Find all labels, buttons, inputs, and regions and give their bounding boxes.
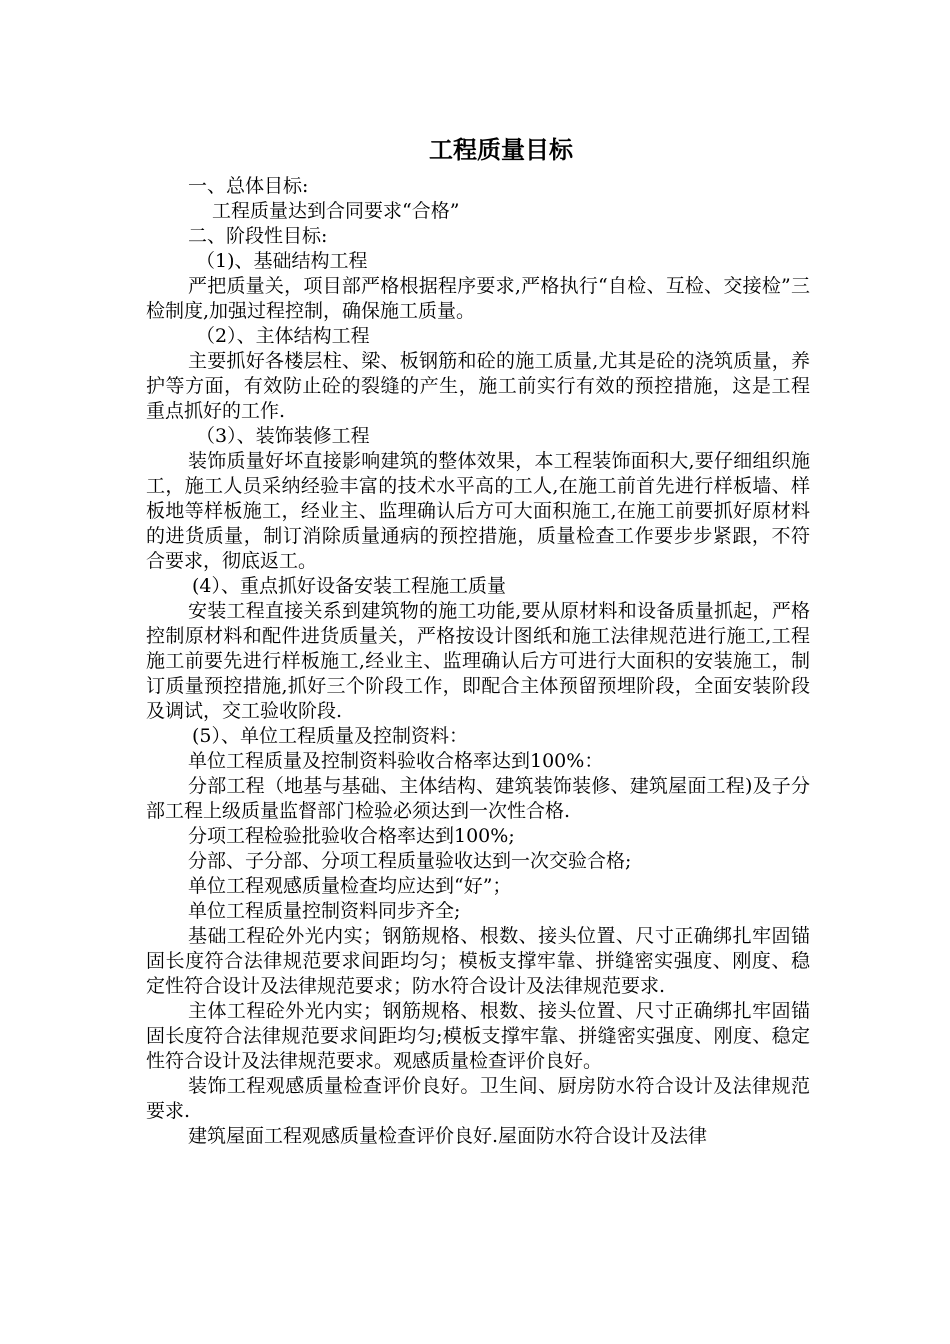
paragraph: 主体工程砼外光内实；钢筋规格、根数、接头位置、尺寸正确绑扎牢固锚固长度符合法律规范要求间距均匀;模板支撑牢靠、拼缝密实强度、刚度、稳定性符合设计及法律规范要求。观感质量检查评价良好。 — [146, 1000, 810, 1072]
paragraph: 分部、子分部、分项工程质量验收达到一次交验合格; — [188, 850, 632, 872]
paragraph: 装饰质量好坏直接影响建筑的整体效果，本工程装饰面积大,要仔细组织施工，施工人员采纳经验丰富的技术水平高的工人,在施工前首先进行样板墙、样板地等样板施工，经业主、监理确认后方可大面积施工,在施工前要抓好原材料的进货质量，制订消除质量通病的预控措施，质量检查工作要步步紧跟，不符合要求，彻底返工。 — [146, 450, 810, 572]
subsection-heading-3: （3）、装饰装修工程 — [196, 425, 370, 447]
paragraph: 单位工程观感质量检查均应达到“好”； — [188, 875, 512, 897]
paragraph: 装饰工程观感质量检查评价良好。卫生间、厨房防水符合设计及法律规范要求. — [146, 1075, 810, 1122]
paragraph: 分部工程（地基与基础、主体结构、建筑装饰装修、建筑屋面工程)及子分部工程上级质量监督部门检验必须达到一次性合格. — [146, 775, 810, 822]
paragraph: 基础工程砼外光内实；钢筋规格、根数、接头位置、尺寸正确绑扎牢固锚固长度符合法律规范要求间距均匀；模板支撑牢靠、拼缝密实强度、刚度、稳定性符合设计及法律规范要求；防水符合设计及法律规范要求. — [146, 925, 810, 997]
paragraph: 建筑屋面工程观感质量检查评价良好.屋面防水符合设计及法律 — [188, 1125, 708, 1147]
paragraph: 单位工程质量及控制资料验收合格率达到100%： — [188, 750, 604, 772]
section-heading-overall: 一、总体目标: — [188, 175, 309, 197]
subsection-heading-1: （1)、基础结构工程 — [196, 250, 368, 272]
paragraph: 主要抓好各楼层柱、梁、板钢筋和砼的施工质量,尤其是砼的浇筑质量，养护等方面，有效防止砼的裂缝的产生，施工前实行有效的预控措施，这是工程重点抓好的工作. — [146, 350, 810, 422]
section-heading-stages: 二、阶段性目标: — [188, 225, 328, 247]
overall-goal-text: 工程质量达到合同要求“合格” — [212, 200, 460, 222]
subsection-heading-2: （2）、主体结构工程 — [196, 325, 370, 347]
subsection-heading-4: (4）、重点抓好设备安装工程施工质量 — [192, 575, 507, 597]
paragraph: 单位工程质量控制资料同步齐全; — [188, 900, 461, 922]
paragraph: 严把质量关，项目部严格根据程序要求,严格执行“自检、互检、交接检”三检制度,加强过程控制，确保施工质量。 — [146, 275, 810, 322]
document-title: 工程质量目标 — [429, 135, 573, 164]
paragraph: 分项工程检验批验收合格率达到100%; — [188, 825, 515, 847]
document-body — [146, 174, 810, 1149]
subsection-heading-5: (5）、单位工程质量及控制资料： — [192, 725, 469, 747]
paragraph: 安装工程直接关系到建筑物的施工功能,要从原材料和设备质量抓起，严格控制原材料和配件进货质量关，严格按设计图纸和施工法律规范进行施工,工程施工前要先进行样板施工,经业主、监理确认后方可进行大面积的安装施工，制订质量预控措施,抓好三个阶段工作，即配合主体预留预埋阶段，全面安装阶段及调试，交工验收阶段. — [146, 600, 810, 722]
